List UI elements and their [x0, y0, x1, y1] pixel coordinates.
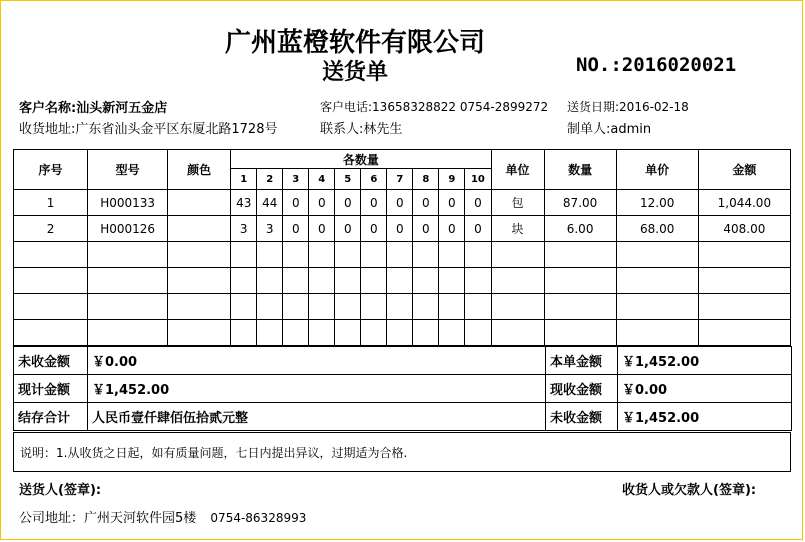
- empty-cell: [439, 242, 465, 268]
- empty-cell: [616, 242, 698, 268]
- empty-cell: [257, 268, 283, 294]
- empty-cell: [491, 320, 544, 346]
- empty-cell: [387, 268, 413, 294]
- document-title: 送货单: [321, 59, 388, 85]
- header-qty-group: 各数量: [231, 150, 491, 169]
- size-col-header: 9: [439, 169, 465, 190]
- empty-cell: [283, 320, 309, 346]
- header-price: 单价: [616, 150, 698, 190]
- row-seq: 1: [14, 190, 88, 216]
- empty-cell: [14, 294, 88, 320]
- customer-name: 汕头新河五金店: [76, 101, 168, 116]
- empty-cell: [544, 242, 616, 268]
- cash-received-label: 现收金额: [546, 375, 618, 403]
- summary-table: [13, 346, 792, 431]
- empty-cell: [387, 242, 413, 268]
- empty-cell: [616, 294, 698, 320]
- phone-value: 13658328822 0754-2899272: [372, 100, 549, 114]
- contact-line: [320, 118, 402, 137]
- phone-label: 客户电话:: [320, 100, 373, 114]
- receiver-signature-label: 收货人或欠款人(签章):: [622, 483, 757, 498]
- row-size-qty: 0: [309, 190, 335, 216]
- customer-line: [19, 97, 167, 116]
- row-size-qty: 0: [361, 190, 387, 216]
- table-row: [14, 294, 791, 320]
- table-row: [14, 320, 791, 346]
- row-price: 68.00: [616, 216, 698, 242]
- maker-line: [567, 118, 651, 137]
- row-size-qty: 43: [231, 190, 257, 216]
- size-col-header: 6: [361, 169, 387, 190]
- table-row: [14, 216, 791, 242]
- row-amount: 408.00: [698, 216, 790, 242]
- empty-cell: [168, 320, 231, 346]
- empty-cell: [257, 320, 283, 346]
- empty-cell: [387, 320, 413, 346]
- empty-cell: [465, 294, 491, 320]
- empty-cell: [439, 320, 465, 346]
- row-seq: 2: [14, 216, 88, 242]
- empty-cell: [413, 242, 439, 268]
- cash-received-value: ￥0.00: [618, 375, 792, 403]
- unpaid2-value: ￥1,452.00: [618, 403, 792, 431]
- size-col-header: 4: [309, 169, 335, 190]
- row-size-qty: 0: [413, 190, 439, 216]
- empty-cell: [544, 320, 616, 346]
- row-size-qty: 0: [465, 190, 491, 216]
- table-row: [14, 242, 791, 268]
- empty-cell: [335, 320, 361, 346]
- empty-cell: [231, 268, 257, 294]
- empty-cell: [335, 294, 361, 320]
- address-line: [19, 118, 277, 137]
- current-total-label: 现计金额: [14, 375, 88, 403]
- terms-note: 说明：1.从收货之日起，如有质量问题，七日内提出异议，过期适为合格.: [13, 432, 791, 472]
- empty-cell: [361, 268, 387, 294]
- size-col-header: 8: [413, 169, 439, 190]
- header-seq: 序号: [14, 150, 88, 190]
- unpaid2-label: 未收金额: [546, 403, 618, 431]
- customer-label: 客户名称:: [19, 101, 77, 116]
- empty-cell: [491, 294, 544, 320]
- contact-value: 林先生: [363, 122, 403, 137]
- table-row: [14, 190, 791, 216]
- table-row: [14, 268, 791, 294]
- empty-cell: [257, 294, 283, 320]
- unpaid-value: ￥0.00: [88, 347, 546, 375]
- sender-signature-label: 送货人(签章):: [19, 483, 102, 498]
- empty-cell: [491, 242, 544, 268]
- row-unit: 包: [491, 190, 544, 216]
- row-amount: 1,044.00: [698, 190, 790, 216]
- empty-cell: [465, 268, 491, 294]
- empty-cell: [698, 320, 790, 346]
- maker-value: admin: [610, 122, 652, 137]
- company-address: [19, 507, 306, 526]
- row-price: 12.00: [616, 190, 698, 216]
- empty-cell: [168, 268, 231, 294]
- address-label: 收货地址:: [19, 122, 76, 137]
- date-label: 送货日期:: [567, 100, 620, 114]
- empty-cell: [698, 294, 790, 320]
- empty-cell: [14, 268, 88, 294]
- empty-cell: [465, 242, 491, 268]
- empty-cell: [544, 294, 616, 320]
- row-size-qty: 0: [335, 216, 361, 242]
- company-address-text: 公司地址：广州天河软件园5楼: [19, 511, 197, 526]
- row-model: H000133: [88, 190, 168, 216]
- row-size-qty: 0: [413, 216, 439, 242]
- empty-cell: [309, 294, 335, 320]
- row-size-qty: 44: [257, 190, 283, 216]
- row-size-qty: 0: [283, 190, 309, 216]
- empty-cell: [88, 242, 168, 268]
- row-size-qty: 0: [439, 216, 465, 242]
- size-col-header: 2: [257, 169, 283, 190]
- empty-cell: [616, 320, 698, 346]
- empty-cell: [88, 320, 168, 346]
- empty-cell: [14, 320, 88, 346]
- size-col-header: 1: [231, 169, 257, 190]
- empty-cell: [698, 268, 790, 294]
- header-color: 颜色: [168, 150, 231, 190]
- row-size-qty: 0: [361, 216, 387, 242]
- empty-cell: [465, 320, 491, 346]
- date-value: 2016-02-18: [619, 100, 689, 114]
- goods-table: [13, 149, 791, 346]
- empty-cell: [257, 242, 283, 268]
- company-title: 广州蓝橙软件有限公司: [224, 28, 485, 58]
- empty-cell: [387, 294, 413, 320]
- empty-cell: [168, 294, 231, 320]
- empty-cell: [88, 294, 168, 320]
- row-color: [168, 190, 231, 216]
- unpaid-label: 未收金额: [14, 347, 88, 375]
- phone-line: [320, 98, 548, 115]
- empty-cell: [413, 294, 439, 320]
- row-size-qty: 0: [465, 216, 491, 242]
- contact-label: 联系人:: [320, 122, 364, 137]
- size-col-header: 5: [335, 169, 361, 190]
- address-value: 广东省汕头金平区东厦北路1728号: [75, 122, 278, 137]
- empty-cell: [309, 242, 335, 268]
- empty-cell: [168, 242, 231, 268]
- empty-cell: [335, 242, 361, 268]
- this-amount-value: ￥1,452.00: [618, 347, 792, 375]
- row-size-qty: 3: [231, 216, 257, 242]
- empty-cell: [283, 268, 309, 294]
- row-size-qty: 3: [257, 216, 283, 242]
- size-col-header: 10: [465, 169, 491, 190]
- empty-cell: [616, 268, 698, 294]
- empty-cell: [439, 268, 465, 294]
- row-unit: 块: [491, 216, 544, 242]
- row-size-qty: 0: [335, 190, 361, 216]
- empty-cell: [361, 320, 387, 346]
- empty-cell: [309, 320, 335, 346]
- row-color: [168, 216, 231, 242]
- date-line: [567, 98, 689, 115]
- empty-cell: [309, 268, 335, 294]
- header-model: 型号: [88, 150, 168, 190]
- maker-label: 制单人:: [567, 122, 611, 137]
- empty-cell: [283, 294, 309, 320]
- empty-cell: [698, 242, 790, 268]
- size-col-header: 7: [387, 169, 413, 190]
- balance-label: 结存合计: [14, 403, 88, 431]
- empty-cell: [361, 294, 387, 320]
- size-col-header: 3: [283, 169, 309, 190]
- row-size-qty: 0: [439, 190, 465, 216]
- row-quantity: 6.00: [544, 216, 616, 242]
- header-unit: 单位: [491, 150, 544, 190]
- document-number: NO.:2016020021: [576, 54, 737, 76]
- empty-cell: [413, 320, 439, 346]
- empty-cell: [283, 242, 309, 268]
- row-quantity: 87.00: [544, 190, 616, 216]
- empty-cell: [439, 294, 465, 320]
- header-amount: 金额: [698, 150, 790, 190]
- row-model: H000126: [88, 216, 168, 242]
- empty-cell: [88, 268, 168, 294]
- empty-cell: [335, 268, 361, 294]
- header-quantity: 数量: [544, 150, 616, 190]
- empty-cell: [231, 242, 257, 268]
- row-size-qty: 0: [387, 216, 413, 242]
- empty-cell: [544, 268, 616, 294]
- empty-cell: [413, 268, 439, 294]
- empty-cell: [491, 268, 544, 294]
- row-size-qty: 0: [283, 216, 309, 242]
- company-phone: 0754-86328993: [210, 511, 307, 525]
- empty-cell: [231, 320, 257, 346]
- balance-words: 人民币壹仟肆佰伍拾贰元整: [88, 403, 546, 431]
- this-amount-label: 本单金额: [546, 347, 618, 375]
- empty-cell: [361, 242, 387, 268]
- current-total-value: ￥1,452.00: [88, 375, 546, 403]
- empty-cell: [14, 242, 88, 268]
- empty-cell: [231, 294, 257, 320]
- row-size-qty: 0: [387, 190, 413, 216]
- row-size-qty: 0: [309, 216, 335, 242]
